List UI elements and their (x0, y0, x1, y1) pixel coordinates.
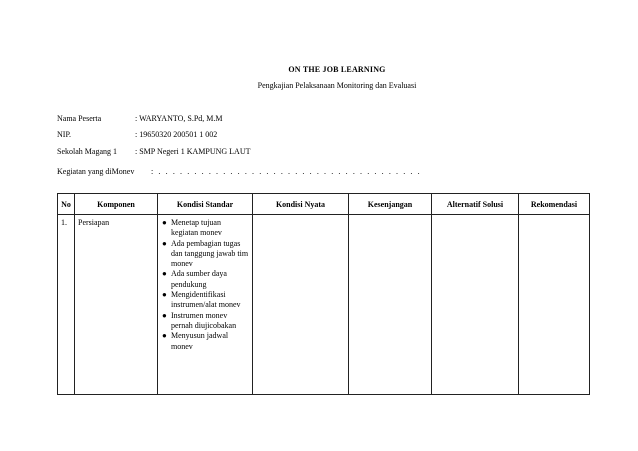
cell-no: 1. (58, 215, 75, 395)
cell-rekomendasi (519, 215, 590, 395)
col-header-rekomendasi: Rekomendasi (519, 194, 590, 215)
col-header-alternatif-solusi: Alternatif Solusi (432, 194, 519, 215)
info-label: Sekolah Magang 1 (57, 147, 117, 156)
bullet-icon: ● (162, 310, 167, 320)
cell-alternatif-solusi (432, 215, 519, 395)
col-header-kondisi-nyata: Kondisi Nyata (253, 194, 349, 215)
info-label: NIP. (57, 130, 72, 139)
info-value: : WARYANTO, S.Pd, M.M (135, 114, 223, 123)
col-header-kondisi-standar: Kondisi Standar (158, 194, 253, 215)
monev-table (57, 193, 590, 395)
cell-kondisi-nyata (253, 215, 349, 395)
info-label: Nama Peserta (57, 114, 102, 123)
bullet-icon: ● (162, 331, 167, 341)
info-value: : . . . . . . . . . . . . . . . . . . . . . . . . . . . . . . . . . . . . . (151, 167, 422, 176)
bullet-icon: ● (162, 269, 167, 279)
document-title: ON THE JOB LEARNING (288, 65, 386, 74)
kondisi-standar-list (161, 218, 249, 352)
bullet-icon: ● (162, 218, 167, 227)
info-value: : 19650320 200501 1 002 (135, 130, 218, 139)
col-header-komponen: Komponen (75, 194, 158, 215)
cell-kondisi-standar (158, 215, 253, 395)
list-item: ● Ada pembagian tugas dan tanggung jawab tim monev (162, 238, 249, 269)
document-subtitle: Pengkajian Pelaksanaan Monitoring dan Evaluasi (257, 81, 417, 90)
list-item: ● Mengidentifikasi instrumen/alat monev (162, 290, 241, 310)
list-item: ● Menetap tujuan kegiatan monev (162, 218, 222, 238)
info-label: Kegiatan yang diMonev (57, 167, 135, 176)
list-item: ● Ada sumber daya pendukung (162, 269, 227, 289)
bullet-icon: ● (162, 238, 167, 248)
col-header-no: No (58, 194, 75, 215)
table-row (58, 215, 590, 395)
table-header-row (58, 194, 590, 215)
list-item: ● Menyusun jadwal monev (162, 331, 229, 351)
cell-komponen: Persiapan (75, 215, 158, 395)
info-value: : SMP Negeri 1 KAMPUNG LAUT (135, 147, 251, 156)
col-header-kesenjangan: Kesenjangan (349, 194, 432, 215)
list-item: ● Instrumen monev pernah diujicobakan (162, 310, 237, 330)
cell-kesenjangan (349, 215, 432, 395)
bullet-icon: ● (162, 290, 167, 300)
